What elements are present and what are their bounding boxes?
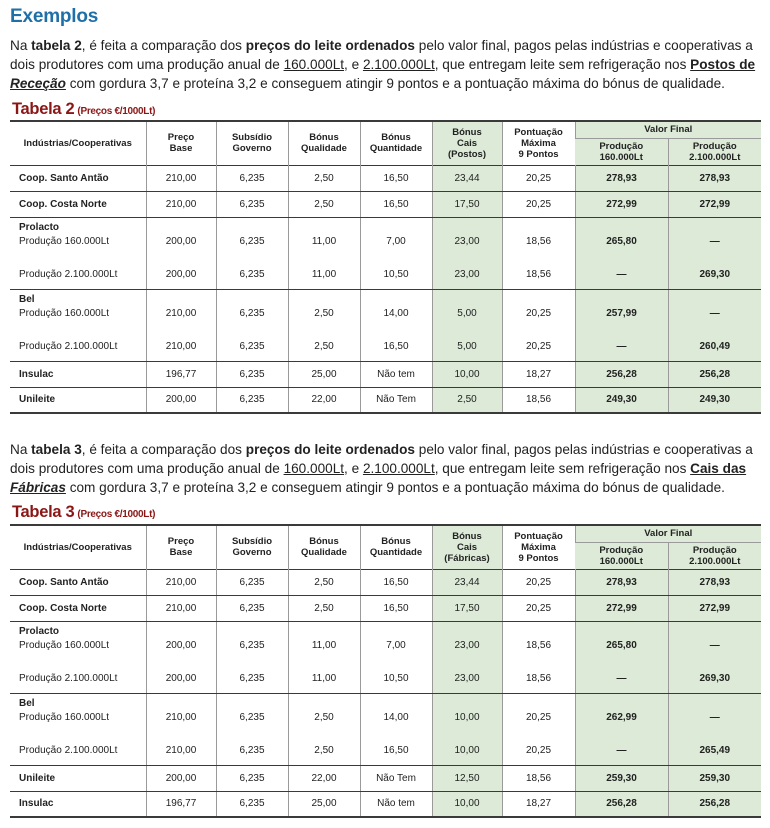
table-row [10, 333, 761, 361]
table-cell-empty [575, 289, 668, 305]
table-cell: 210,00 [146, 737, 216, 765]
table-cell: 210,00 [146, 191, 216, 217]
table-2-unit: (Preços €/1000Lt) [77, 106, 156, 117]
table-cell: 249,30 [575, 387, 668, 413]
table-cell-empty [668, 217, 761, 233]
table-cell: 23,00 [432, 665, 502, 693]
page-title: Exemplos [10, 6, 99, 27]
table-cell: 6,235 [216, 191, 288, 217]
table-cell: 11,00 [288, 233, 360, 261]
row-name: Coop. Costa Norte [10, 191, 146, 217]
table-row [10, 637, 761, 665]
table-cell-empty [575, 621, 668, 637]
table-cell: 200,00 [146, 665, 216, 693]
table-cell: Não tem [360, 361, 432, 387]
table-cell: 18,56 [502, 765, 575, 791]
table-cell: 18,27 [502, 791, 575, 817]
table-cell: 6,235 [216, 569, 288, 595]
table-cell-empty [668, 621, 761, 637]
table-cell: 16,50 [360, 569, 432, 595]
table-cell: 23,00 [432, 261, 502, 289]
table-cell: 2,50 [288, 595, 360, 621]
table-cell-empty [146, 693, 216, 709]
table-cell: 2,50 [288, 165, 360, 191]
table-cell: 2,50 [288, 305, 360, 333]
table-cell-empty [360, 693, 432, 709]
table-cell: 16,50 [360, 191, 432, 217]
intro-paragraph-table-3: Na tabela 3, é feita a comparação dos preços do leite ordenados pelo valor final, pagos pelas indústrias e cooperativas a dois produtores com uma produção anual de 160.000Lt, e 2.100.000Lt, que entregam leite sem refrigeração nos Cais das Fábricas com gordura 3,7 e proteína 3,2 e conseguem atingir 9 pontos e a pontuação máxima do bónus de qualidade. [10, 442, 753, 495]
table-cell: 10,50 [360, 261, 432, 289]
table-3-unit: (Preços €/1000Lt) [77, 509, 156, 520]
table-cell: 265,80 [575, 637, 668, 665]
table-cell-empty [502, 289, 575, 305]
table-cell: 269,30 [668, 261, 761, 289]
table-cell: 10,50 [360, 665, 432, 693]
col-header-valor-final: Valor Final [575, 121, 761, 138]
table-cell-empty [575, 693, 668, 709]
table-cell: 256,28 [668, 791, 761, 817]
table-row [10, 361, 761, 387]
table-cell: 2,50 [288, 709, 360, 737]
table-cell: 256,28 [575, 791, 668, 817]
row-name: Coop. Costa Norte [10, 595, 146, 621]
table-cell: Não Tem [360, 387, 432, 413]
col-header-producao-2100000: Produção 2.100.000Lt [668, 138, 761, 165]
table-cell: 2,50 [288, 569, 360, 595]
table-cell-empty [288, 693, 360, 709]
table-cell: 23,00 [432, 637, 502, 665]
table-3-caption: Tabela 3 (Preços €/1000Lt) [12, 503, 156, 521]
table-cell: 20,25 [502, 191, 575, 217]
table-row-group-title [10, 289, 761, 305]
table-cell: 25,00 [288, 791, 360, 817]
col-header-bonus-cais: Bónus Cais (Postos) [432, 121, 502, 165]
table-cell: 20,25 [502, 595, 575, 621]
table-cell: — [668, 233, 761, 261]
table-cell: 16,50 [360, 333, 432, 361]
table-cell: 272,99 [668, 191, 761, 217]
table-cell: 17,50 [432, 595, 502, 621]
table-row-group-title [10, 621, 761, 637]
table-cell: 10,00 [432, 737, 502, 765]
table-cell: 14,00 [360, 305, 432, 333]
row-name: Bel [19, 294, 35, 305]
row-sub-label: Produção 160.000Lt [19, 712, 110, 723]
table-cell: Não Tem [360, 765, 432, 791]
table-cell: 269,30 [668, 665, 761, 693]
row-name: Coop. Santo Antão [10, 165, 146, 191]
table-row [10, 737, 761, 765]
table-cell: 196,77 [146, 361, 216, 387]
table-cell: — [575, 665, 668, 693]
table-cell: 18,27 [502, 361, 575, 387]
table-cell: 272,99 [575, 595, 668, 621]
col-header-producao-2100000: Produção 2.100.000Lt [668, 542, 761, 569]
table-cell-empty [216, 693, 288, 709]
table-cell: 10,00 [432, 361, 502, 387]
table-2-caption: Tabela 2 (Preços €/1000Lt) [12, 100, 156, 118]
table-cell-empty [502, 217, 575, 233]
col-header-subsidio: Subsídio Governo [216, 525, 288, 569]
table-cell: 7,00 [360, 637, 432, 665]
table-cell: 20,25 [502, 709, 575, 737]
table-cell-empty [360, 217, 432, 233]
col-header-preco-base: Preço Base [146, 525, 216, 569]
table-cell: 200,00 [146, 261, 216, 289]
table-cell: 18,56 [502, 387, 575, 413]
row-name: Unileite [10, 387, 146, 413]
table-cell: 2,50 [432, 387, 502, 413]
col-header-bonus-qualidade: Bónus Qualidade [288, 525, 360, 569]
table-cell: 17,50 [432, 191, 502, 217]
table-cell: 14,00 [360, 709, 432, 737]
table-cell: 18,56 [502, 637, 575, 665]
table-cell: 2,50 [288, 333, 360, 361]
table-cell: 210,00 [146, 305, 216, 333]
table-cell: 256,28 [575, 361, 668, 387]
col-header-preco-base: Preço Base [146, 121, 216, 165]
table-cell: 23,00 [432, 233, 502, 261]
table-cell-empty [146, 289, 216, 305]
table-cell: 20,25 [502, 305, 575, 333]
table-cell-empty [575, 217, 668, 233]
row-sub-label: Produção 160.000Lt [19, 308, 110, 319]
table-cell: 6,235 [216, 305, 288, 333]
table-row [10, 233, 761, 261]
table-cell-empty [502, 621, 575, 637]
table-cell: — [575, 261, 668, 289]
table-cell: — [668, 305, 761, 333]
table-cell: 10,00 [432, 709, 502, 737]
row-sub-label: Produção 2.100.000Lt [10, 665, 146, 693]
table-cell: 5,00 [432, 305, 502, 333]
table-cell: 18,56 [502, 261, 575, 289]
col-header-bonus-quantidade: Bónus Quantidade [360, 121, 432, 165]
table-cell: 272,99 [668, 595, 761, 621]
table-cell: 16,50 [360, 737, 432, 765]
row-name: Insulac [10, 361, 146, 387]
table-cell: 272,99 [575, 191, 668, 217]
table-cell: 18,56 [502, 233, 575, 261]
table-cell: 259,30 [575, 765, 668, 791]
table-cell: 259,30 [668, 765, 761, 791]
table-cell: 6,235 [216, 637, 288, 665]
table-cell-empty [360, 289, 432, 305]
col-header-bonus-qualidade: Bónus Qualidade [288, 121, 360, 165]
row-name: Prolacto [19, 222, 60, 233]
table-row [10, 261, 761, 289]
table-cell: 6,235 [216, 665, 288, 693]
table-cell: 265,49 [668, 737, 761, 765]
col-header-industrias: Indústrias/Cooperativas [23, 137, 132, 149]
table-cell: 196,77 [146, 791, 216, 817]
table-cell: 12,50 [432, 765, 502, 791]
table-cell-empty [432, 289, 502, 305]
table-row-group-title [10, 693, 761, 709]
table-cell: 23,44 [432, 165, 502, 191]
table-cell-empty [288, 289, 360, 305]
col-header-producao-160000: Produção 160.000Lt [575, 542, 668, 569]
table-cell-empty [216, 217, 288, 233]
col-header-valor-final: Valor Final [575, 525, 761, 542]
table-cell: 6,235 [216, 165, 288, 191]
table-cell-empty [216, 289, 288, 305]
row-sub-label: Produção 160.000Lt [19, 640, 110, 651]
table-row [10, 387, 761, 413]
col-header-industrias: Indústrias/Cooperativas [23, 541, 132, 553]
table-cell-empty [432, 217, 502, 233]
col-header-producao-160000: Produção 160.000Lt [575, 138, 668, 165]
row-sub-label: Produção 2.100.000Lt [10, 261, 146, 289]
row-name: Unileite [10, 765, 146, 791]
table-cell: 6,235 [216, 791, 288, 817]
col-header-subsidio: Subsídio Governo [216, 121, 288, 165]
table-cell-empty [432, 693, 502, 709]
table-cell: 2,50 [288, 737, 360, 765]
table-cell: 23,44 [432, 569, 502, 595]
table-cell: 6,235 [216, 361, 288, 387]
table-cell: 262,99 [575, 709, 668, 737]
table-cell-empty [432, 621, 502, 637]
table-cell-empty [360, 621, 432, 637]
table-cell: 210,00 [146, 569, 216, 595]
table-cell: 200,00 [146, 233, 216, 261]
row-name: Prolacto [19, 626, 60, 637]
table-row [10, 765, 761, 791]
table-cell: 2,50 [288, 191, 360, 217]
table-cell: 20,25 [502, 737, 575, 765]
table-2 [10, 120, 761, 414]
table-row [10, 569, 761, 595]
table-cell: 6,235 [216, 233, 288, 261]
table-cell: 257,99 [575, 305, 668, 333]
table-cell: 278,93 [668, 569, 761, 595]
table-cell: 210,00 [146, 165, 216, 191]
table-cell: 6,235 [216, 765, 288, 791]
row-name: Coop. Santo Antão [10, 569, 146, 595]
table-row [10, 165, 761, 191]
table-cell: 25,00 [288, 361, 360, 387]
table-cell: — [575, 333, 668, 361]
table-row [10, 305, 761, 333]
table-cell: — [668, 637, 761, 665]
row-sub-label: Produção 2.100.000Lt [10, 333, 146, 361]
row-sub-label: Produção 2.100.000Lt [10, 737, 146, 765]
table-cell: 18,56 [502, 665, 575, 693]
table-cell: 22,00 [288, 765, 360, 791]
table-cell: 249,30 [668, 387, 761, 413]
table-row-group-title [10, 217, 761, 233]
table-row [10, 595, 761, 621]
table-cell: 22,00 [288, 387, 360, 413]
table-cell-empty [668, 693, 761, 709]
row-name: Bel [19, 698, 35, 709]
table-row [10, 709, 761, 737]
table-3 [10, 524, 761, 818]
table-cell: 265,80 [575, 233, 668, 261]
table-cell-empty [146, 217, 216, 233]
table-row [10, 665, 761, 693]
table-cell: 7,00 [360, 233, 432, 261]
table-cell: 200,00 [146, 637, 216, 665]
table-cell: 5,00 [432, 333, 502, 361]
table-row [10, 791, 761, 817]
table-cell-empty [288, 621, 360, 637]
table-cell: 200,00 [146, 387, 216, 413]
table-cell: 16,50 [360, 595, 432, 621]
table-cell: 16,50 [360, 165, 432, 191]
table-cell: 210,00 [146, 333, 216, 361]
table-cell-empty [502, 693, 575, 709]
table-cell: — [668, 709, 761, 737]
table-cell: 260,49 [668, 333, 761, 361]
table-cell: 11,00 [288, 665, 360, 693]
col-header-pontuacao: Pontuação Máxima 9 Pontos [502, 121, 575, 165]
table-cell: 278,93 [575, 165, 668, 191]
table-cell-empty [216, 621, 288, 637]
table-cell-empty [288, 217, 360, 233]
table-cell: 6,235 [216, 709, 288, 737]
table-cell: 20,25 [502, 333, 575, 361]
table-cell: 11,00 [288, 261, 360, 289]
table-cell: Não tem [360, 791, 432, 817]
intro-paragraph-table-2: Na tabela 2, é feita a comparação dos preços do leite ordenados pelo valor final, pagos pelas indústrias e cooperativas a dois produtores com uma produção anual de 160.000Lt, e 2.100.000Lt, que entregam leite sem refrigeração nos Postos de Receção com gordura 3,7 e proteína 3,2 e conseguem atingir 9 pontos e a pontuação máxima do bónus de qualidade. [10, 38, 756, 91]
table-cell: 6,235 [216, 387, 288, 413]
table-cell: 200,00 [146, 765, 216, 791]
table-cell: 278,93 [575, 569, 668, 595]
table-cell: 20,25 [502, 569, 575, 595]
table-cell: 11,00 [288, 637, 360, 665]
table-cell: 256,28 [668, 361, 761, 387]
table-cell: 10,00 [432, 791, 502, 817]
col-header-bonus-quantidade: Bónus Quantidade [360, 525, 432, 569]
row-name: Insulac [10, 791, 146, 817]
col-header-bonus-cais: Bónus Cais (Fábricas) [432, 525, 502, 569]
table-cell: 6,235 [216, 261, 288, 289]
table-cell: 20,25 [502, 165, 575, 191]
table-cell: — [575, 737, 668, 765]
col-header-pontuacao: Pontuação Máxima 9 Pontos [502, 525, 575, 569]
table-row [10, 191, 761, 217]
row-sub-label: Produção 160.000Lt [19, 236, 110, 247]
table-cell: 6,235 [216, 595, 288, 621]
table-cell: 6,235 [216, 737, 288, 765]
table-cell: 278,93 [668, 165, 761, 191]
table-cell-empty [668, 289, 761, 305]
table-cell: 210,00 [146, 595, 216, 621]
table-cell: 6,235 [216, 333, 288, 361]
table-cell: 210,00 [146, 709, 216, 737]
table-cell-empty [146, 621, 216, 637]
